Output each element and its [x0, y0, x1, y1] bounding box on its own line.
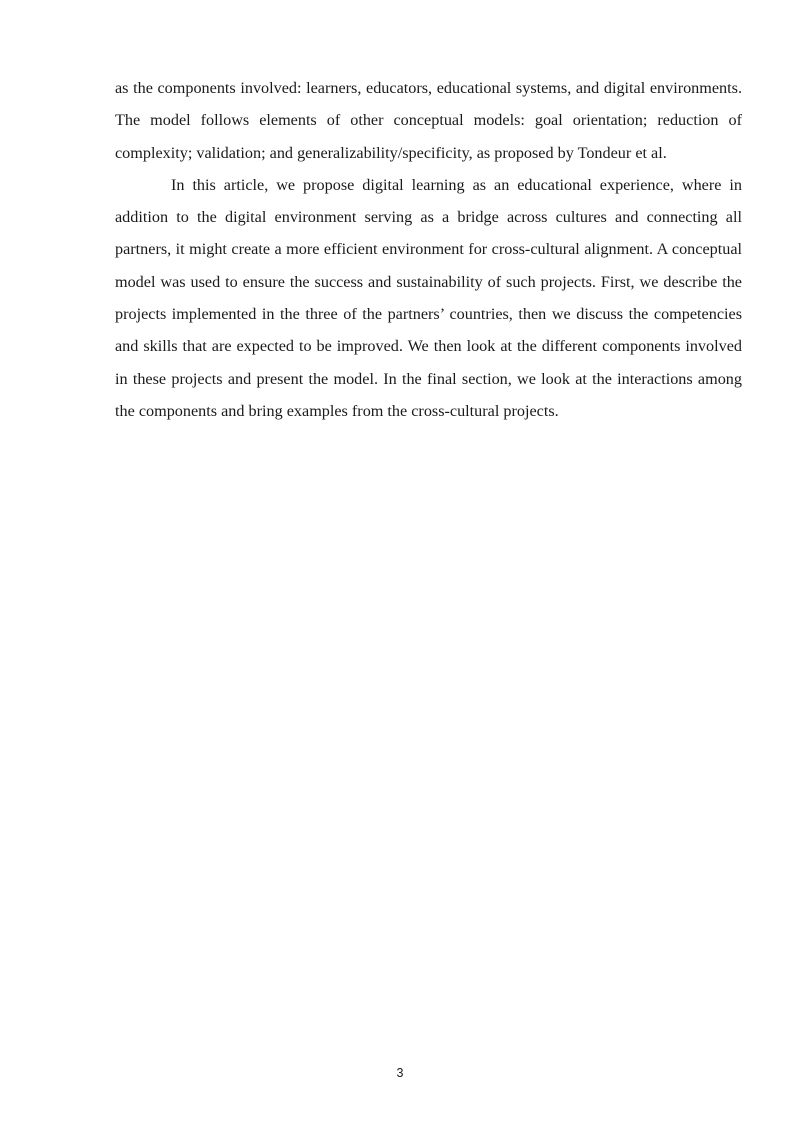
- paragraph-article-overview: In this article, we propose digital learning as an educational experience, where in addition to the digital environment serving as a bridge across cultures and connecting all partners, it might create a more efficient environment for cross-cultural alignment. A conceptual model was used to ensure the success and sustainability of such projects. First, we describe the projects implemented in the three of the partners’ countries, then we discuss the competencies and skills that are expected to be improved. We then look at the different components involved in these projects and present the model. In the final section, we look at the interactions among the components and bring examples from the cross-cultural projects.: [115, 175, 742, 420]
- page-number: 3: [396, 1066, 404, 1080]
- paragraph-continuation: as the components involved: learners, educators, educational systems, and digital environments. The model follows elements of other conceptual models: goal orientation; reduction of complexity; validation; and generalizability/specificity, as proposed by Tondeur et al.: [115, 79, 742, 162]
- document-body: [115, 72, 742, 427]
